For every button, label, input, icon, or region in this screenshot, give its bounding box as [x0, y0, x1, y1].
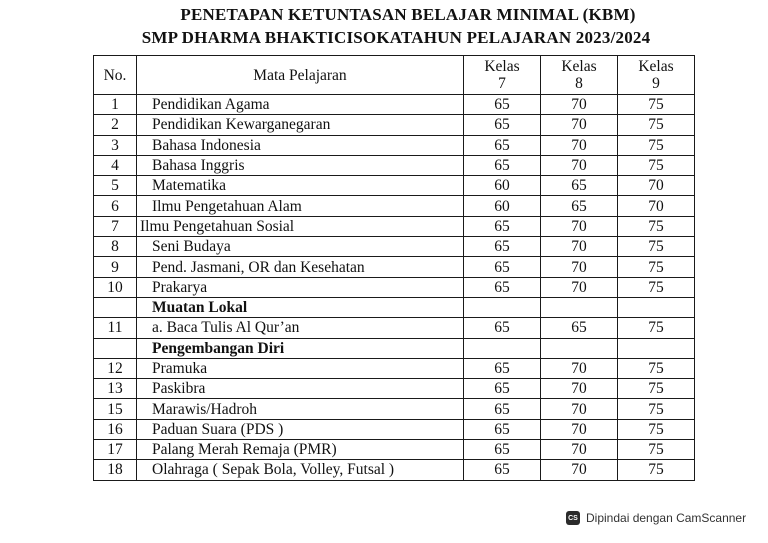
camscanner-icon: CS — [566, 511, 580, 525]
table-row — [94, 257, 695, 277]
cell-subject: Pend. Jasmani, OR dan Kesehatan — [137, 257, 464, 277]
cell-subject: Prakarya — [137, 277, 464, 297]
cell-kelas-8: 70 — [541, 257, 618, 277]
table-row — [94, 419, 695, 439]
cell-subject: Olahraga ( Sepak Bola, Volley, Futsal ) — [137, 460, 464, 480]
table-row — [94, 277, 695, 297]
cell-no: 13 — [94, 379, 137, 399]
cell-kelas-9: 75 — [618, 277, 695, 297]
header-kelas-label: Kelas — [638, 58, 674, 75]
document-subtitle: SMP DHARMA BHAKTICISOKATAHUN PELAJARAN 2023/2024 — [141, 28, 651, 47]
cell-kelas-7: 65 — [464, 440, 541, 460]
cell-no: 18 — [94, 460, 137, 480]
cell-subject: Paduan Suara (PDS ) — [137, 419, 464, 439]
cell-kelas-8: 70 — [541, 419, 618, 439]
cell-kelas-8: 70 — [541, 237, 618, 257]
cell-kelas-8: 65 — [541, 176, 618, 196]
section-empty-cell — [618, 338, 695, 358]
section-empty-cell — [464, 297, 541, 317]
table-row — [94, 196, 695, 216]
table-row — [94, 135, 695, 155]
cell-kelas-8: 70 — [541, 460, 618, 480]
cell-no: 10 — [94, 277, 137, 297]
cell-kelas-8: 70 — [541, 399, 618, 419]
cell-kelas-8: 65 — [541, 318, 618, 338]
cell-kelas-7: 65 — [464, 135, 541, 155]
section-row-muatan-lokal — [94, 297, 695, 317]
cell-kelas-8: 70 — [541, 135, 618, 155]
cell-kelas-7: 65 — [464, 115, 541, 135]
header-no: No. — [94, 56, 137, 95]
section-row-pengembangan-diri — [94, 338, 695, 358]
header-kelas-number: 7 — [498, 75, 506, 92]
cell-kelas-7: 65 — [464, 155, 541, 175]
cell-subject: Ilmu Pengetahuan Sosial — [137, 216, 464, 236]
cell-kelas-9: 75 — [618, 115, 695, 135]
cell-no: 7 — [94, 216, 137, 236]
cell-subject: a. Baca Tulis Al Qur’an — [137, 318, 464, 338]
table-row — [94, 358, 695, 378]
table-row — [94, 379, 695, 399]
cell-kelas-8: 70 — [541, 277, 618, 297]
table-body — [94, 95, 695, 481]
cell-kelas-9: 70 — [618, 176, 695, 196]
header-kelas-number: 8 — [575, 75, 583, 92]
cell-kelas-9: 70 — [618, 196, 695, 216]
section-empty-cell — [541, 297, 618, 317]
table-row — [94, 176, 695, 196]
section-no-cell — [94, 297, 137, 317]
cell-kelas-7: 65 — [464, 237, 541, 257]
header-kelas-number: 9 — [652, 75, 660, 92]
cell-kelas-7: 65 — [464, 460, 541, 480]
cell-subject: Pendidikan Agama — [137, 95, 464, 115]
cell-kelas-7: 65 — [464, 95, 541, 115]
cell-no: 1 — [94, 95, 137, 115]
cell-kelas-7: 65 — [464, 257, 541, 277]
cell-kelas-9: 75 — [618, 237, 695, 257]
cell-subject: Pendidikan Kewarganegaran — [137, 115, 464, 135]
section-no-cell — [94, 338, 137, 358]
table-row — [94, 460, 695, 480]
cell-subject: Seni Budaya — [137, 237, 464, 257]
cell-subject: Bahasa Indonesia — [137, 135, 464, 155]
table-row — [94, 440, 695, 460]
cell-kelas-8: 70 — [541, 440, 618, 460]
cell-subject: Marawis/Hadroh — [137, 399, 464, 419]
cell-kelas-9: 75 — [618, 460, 695, 480]
cell-kelas-8: 70 — [541, 155, 618, 175]
cell-kelas-9: 75 — [618, 440, 695, 460]
cell-kelas-7: 65 — [464, 379, 541, 399]
table-header-row — [94, 56, 695, 95]
header-kelas-7 — [464, 56, 541, 95]
cell-kelas-8: 70 — [541, 379, 618, 399]
cell-subject: Ilmu Pengetahuan Alam — [137, 196, 464, 216]
cell-kelas-7: 65 — [464, 399, 541, 419]
camscanner-watermark — [566, 511, 746, 525]
table-row — [94, 95, 695, 115]
cell-kelas-9: 75 — [618, 379, 695, 399]
section-empty-cell — [618, 297, 695, 317]
cell-subject: Matematika — [137, 176, 464, 196]
cell-kelas-9: 75 — [618, 419, 695, 439]
section-empty-cell — [541, 338, 618, 358]
cell-kelas-7: 65 — [464, 419, 541, 439]
cell-subject: Palang Merah Remaja (PMR) — [137, 440, 464, 460]
cell-kelas-8: 70 — [541, 115, 618, 135]
table-row — [94, 155, 695, 175]
cell-kelas-8: 70 — [541, 216, 618, 236]
header-kelas-label: Kelas — [561, 58, 597, 75]
document-title: PENETAPAN KETUNTASAN BELAJAR MINIMAL (KBM) — [180, 5, 636, 24]
section-empty-cell — [464, 338, 541, 358]
cell-subject: Pramuka — [137, 358, 464, 378]
cell-kelas-7: 60 — [464, 176, 541, 196]
table-row — [94, 115, 695, 135]
section-title-muatan-lokal: Muatan Lokal — [137, 297, 464, 317]
camscanner-label: Dipindai dengan CamScanner — [586, 511, 747, 525]
cell-kelas-7: 65 — [464, 318, 541, 338]
cell-no: 17 — [94, 440, 137, 460]
cell-no: 2 — [94, 115, 137, 135]
cell-kelas-9: 75 — [618, 216, 695, 236]
header-subject: Mata Pelajaran — [137, 56, 464, 95]
cell-kelas-9: 75 — [618, 95, 695, 115]
section-title-pengembangan-diri: Pengembangan Diri — [137, 338, 464, 358]
cell-kelas-7: 60 — [464, 196, 541, 216]
cell-no: 9 — [94, 257, 137, 277]
header-kelas-8 — [541, 56, 618, 95]
cell-kelas-9: 75 — [618, 135, 695, 155]
table-row — [94, 237, 695, 257]
cell-no: 8 — [94, 237, 137, 257]
cell-no: 16 — [94, 419, 137, 439]
header-kelas-label: Kelas — [484, 58, 520, 75]
cell-kelas-7: 65 — [464, 358, 541, 378]
cell-kelas-8: 65 — [541, 196, 618, 216]
kbm-table — [93, 55, 695, 481]
cell-no: 12 — [94, 358, 137, 378]
cell-kelas-9: 75 — [618, 318, 695, 338]
table-row — [94, 318, 695, 338]
header-kelas-9 — [618, 56, 695, 95]
cell-subject: Paskibra — [137, 379, 464, 399]
cell-no: 6 — [94, 196, 137, 216]
cell-kelas-8: 70 — [541, 358, 618, 378]
cell-kelas-9: 75 — [618, 399, 695, 419]
cell-no: 15 — [94, 399, 137, 419]
cell-no: 11 — [94, 318, 137, 338]
cell-kelas-9: 75 — [618, 257, 695, 277]
cell-kelas-9: 75 — [618, 155, 695, 175]
cell-subject: Bahasa Inggris — [137, 155, 464, 175]
cell-kelas-9: 75 — [618, 358, 695, 378]
cell-no: 5 — [94, 176, 137, 196]
cell-no: 3 — [94, 135, 137, 155]
cell-kelas-7: 65 — [464, 277, 541, 297]
cell-kelas-8: 70 — [541, 95, 618, 115]
table-row — [94, 216, 695, 236]
cell-no: 4 — [94, 155, 137, 175]
cell-kelas-7: 65 — [464, 216, 541, 236]
table-row — [94, 399, 695, 419]
